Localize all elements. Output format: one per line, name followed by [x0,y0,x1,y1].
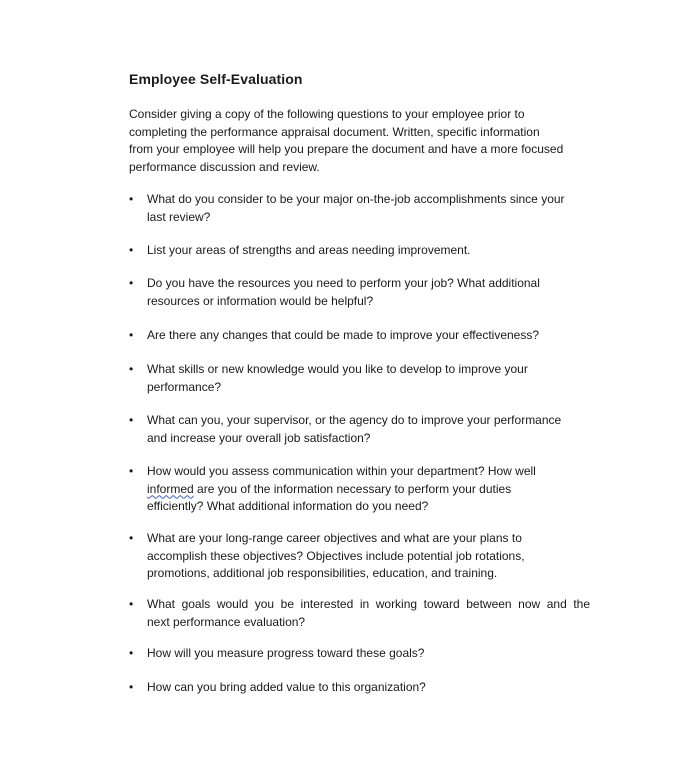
bullet-icon: • [129,646,134,660]
question-line: resources or information would be helpful? [147,293,374,308]
question-line: What skills or new knowledge would you like to develop to improve your [147,362,528,376]
intro-line: performance discussion and review. [129,159,320,174]
question-line: and increase your overall job satisfaction? [147,430,371,445]
bullet-icon: • [129,276,134,290]
intro-line: from your employee will help you prepare the document and have a more focused [129,142,564,157]
question-line: Are there any changes that could be made to improve your effectiveness? [147,328,540,342]
question-line: efficiently? What additional information do you need? [147,499,429,514]
bullet-icon: • [129,680,134,694]
question-line: accomplish these objectives? Objectives include potential job rotations, [147,548,525,563]
question-text [147,327,597,345]
bullet-icon: • [129,413,134,427]
question-line: What are your long-range career objectives and what are your plans to [147,531,522,545]
question-line-rest: are you of the information necessary to perform your duties [197,481,512,496]
bullet-icon: • [129,328,134,342]
bullet-icon: • [129,362,134,376]
question-text [147,412,597,447]
intro-line: Consider giving a copy of the following questions to your employee prior to [129,107,525,121]
question-line: How will you measure progress toward these goals? [147,646,425,660]
question-line: What do you consider to be your major on-the-job accomplishments since your [147,192,565,206]
bullet-icon: • [129,464,134,478]
question-line [147,481,597,499]
intro-paragraph [129,106,599,176]
document-title: Employee Self-Evaluation [129,71,303,87]
question-line: What goals would you be interested in working toward between now and the [147,597,590,611]
bullet-icon: • [129,192,134,206]
question-line: Do you have the resources you need to perform your job? What additional [147,276,540,290]
question-text [147,361,597,396]
bullet-icon: • [129,243,134,257]
question-text [147,463,597,516]
question-line: List your areas of strengths and areas needing improvement. [147,243,471,257]
question-text [147,242,597,260]
bullet-icon: • [129,531,134,545]
question-text [147,679,597,697]
question-text [147,596,597,631]
question-line: last review? [147,209,211,224]
intro-line: completing the performance appraisal document. Written, specific information [129,124,540,139]
question-line: How would you assess communication within your department? How well [147,464,536,478]
question-text [147,275,597,310]
question-line: How can you bring added value to this organization? [147,680,426,694]
question-line: promotions, additional job responsibilities, education, and training. [147,566,498,581]
question-text [147,645,597,663]
question-line: next performance evaluation? [147,614,306,629]
question-text [147,530,597,583]
question-line: performance? [147,379,222,394]
question-line: What can you, your supervisor, or the agency do to improve your performance [147,413,562,427]
spellcheck-flagged-word[interactable]: informed [147,481,194,496]
bullet-icon: • [129,597,134,611]
question-text [147,191,597,226]
